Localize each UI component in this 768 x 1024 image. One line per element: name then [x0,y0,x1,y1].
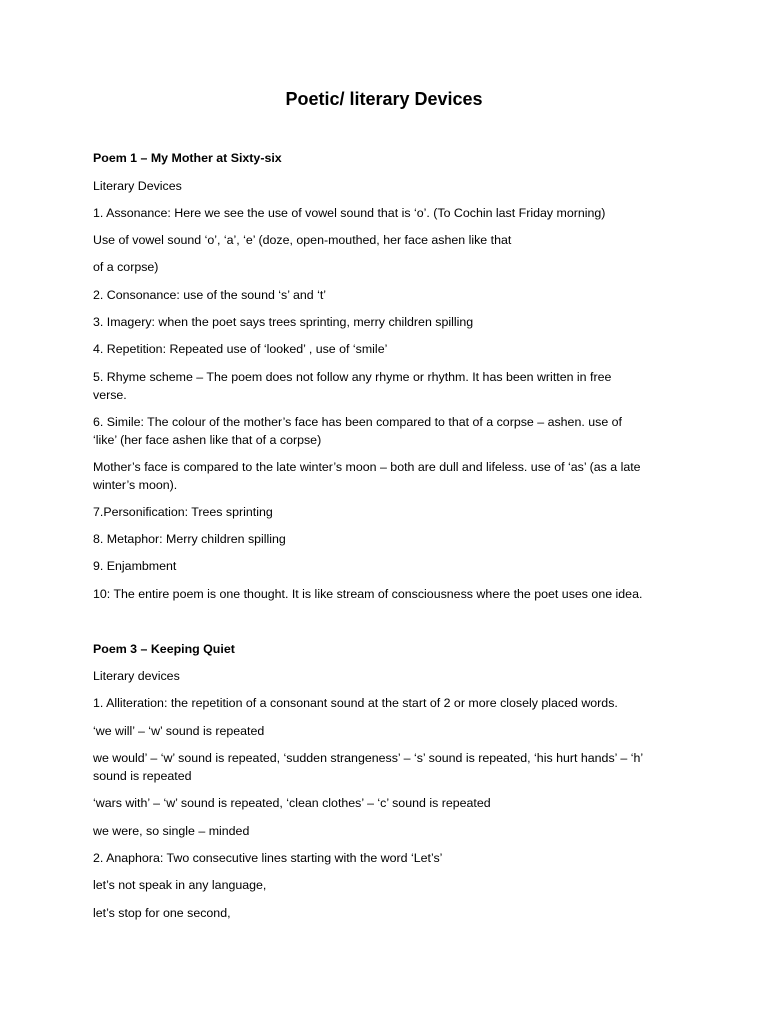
paragraph-lets-not-speak: let’s not speak in any language, [93,878,267,892]
paragraph-corpse: of a corpse) [93,260,159,274]
paragraph-we-were: we were, so single – minded [93,824,250,838]
paragraph-we-would-line-2: sound is repeated [93,769,192,783]
section-heading-poem-3: Poem 3 – Keeping Quiet [93,642,235,656]
paragraph-rhyme-scheme-line-1: 5. Rhyme scheme – The poem does not follow any rhyme or rhythm. It has been written in free [93,370,612,384]
paragraph-assonance: 1. Assonance: Here we see the use of vowel sound that is ‘o’. (To Cochin last Friday morning) [93,206,606,220]
page-title: Poetic/ literary Devices [285,89,483,109]
paragraph-one-thought: 10: The entire poem is one thought. It is like stream of consciousness where the poet uses one idea. [93,587,643,601]
paragraph-enjambment: 9. Enjambment [93,559,177,573]
paragraph-anaphora: 2. Anaphora: Two consecutive lines starting with the word ‘Let’s’ [93,851,443,865]
paragraph-rhyme-scheme-line-2: verse. [93,388,127,402]
paragraph-simile-line-1: 6. Simile: The colour of the mother’s face has been compared to that of a corpse – ashen. use of [93,415,622,429]
paragraph-moon-line-2: winter’s moon). [93,478,178,492]
paragraph-personification: 7.Personification: Trees sprinting [93,505,273,519]
section-subheading: Literary Devices [93,179,182,193]
paragraph-lets-stop: let’s stop for one second, [93,906,231,920]
paragraph-simile-line-2: ‘like’ (her face ashen like that of a corpse) [93,433,322,447]
paragraph-moon-line-1: Mother’s face is compared to the late winter’s moon – both are dull and lifeless. use of ‘as’ (as a late [93,460,641,474]
paragraph-alliteration: 1. Alliteration: the repetition of a consonant sound at the start of 2 or more closely placed words. [93,696,618,710]
paragraph-repetition: 4. Repetition: Repeated use of ‘looked’ , use of ‘smile’ [93,342,388,356]
section-heading-poem-1: Poem 1 – My Mother at Sixty-six [93,151,282,165]
paragraph-we-would-line-1: we would’ – ‘w’ sound is repeated, ‘sudden strangeness’ – ‘s’ sound is repeated, ‘his hurt hands’ – ‘h’ [93,751,644,765]
paragraph-imagery: 3. Imagery: when the poet says trees sprinting, merry children spilling [93,315,474,329]
paragraph-wars-with: ‘wars with’ – ‘w’ sound is repeated, ‘clean clothes’ – ‘c’ sound is repeated [93,796,491,810]
paragraph-vowel-sound: Use of vowel sound ‘o’, ‘a’, ‘e’ (doze, open-mouthed, her face ashen like that [93,233,512,247]
paragraph-consonance: 2. Consonance: use of the sound ‘s’ and ‘t’ [93,288,327,302]
section-subheading: Literary devices [93,669,180,683]
paragraph-metaphor: 8. Metaphor: Merry children spilling [93,532,286,546]
paragraph-we-will: ‘we will’ – ‘w’ sound is repeated [93,724,265,738]
